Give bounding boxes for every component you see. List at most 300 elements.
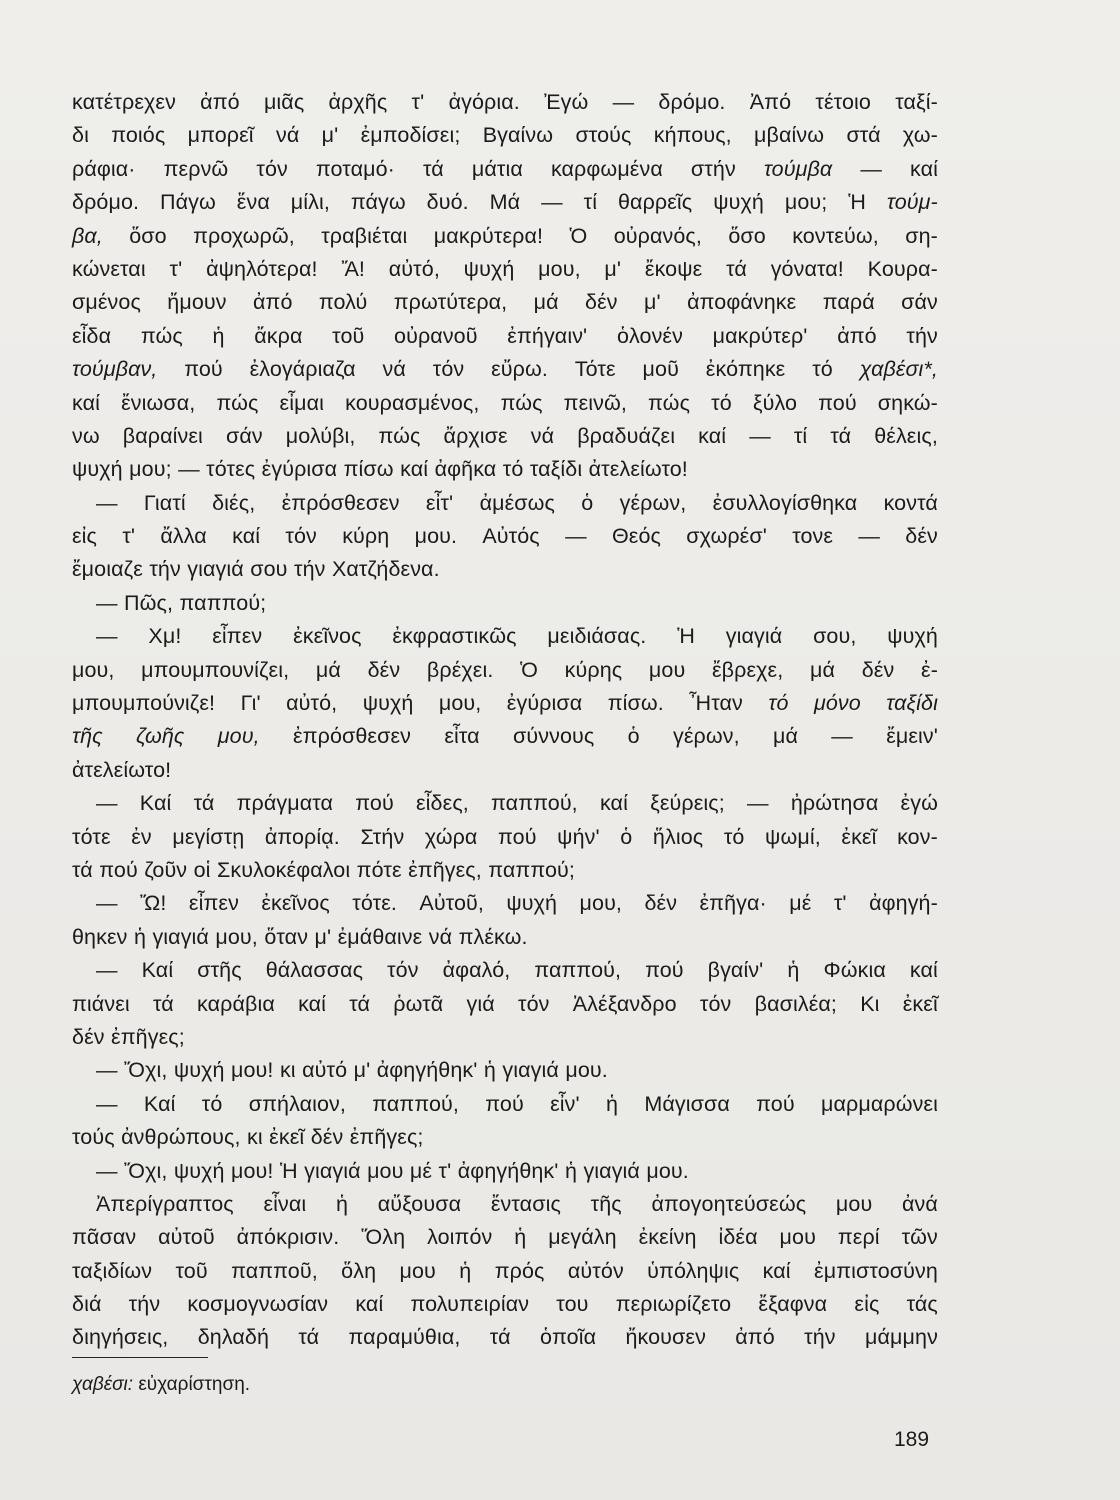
- word: τί: [793, 423, 808, 448]
- word: πώς: [500, 390, 543, 415]
- word: μπουμπούνιζε!: [72, 691, 216, 716]
- word: ἐπρόσθεσεν: [281, 490, 400, 515]
- word: μου,: [438, 691, 482, 716]
- word: εἶπεν: [212, 624, 263, 649]
- word: τήν: [906, 323, 938, 348]
- word: δέν: [585, 290, 618, 315]
- text-line: [72, 1321, 938, 1354]
- word: τά: [298, 1325, 320, 1350]
- word: νω: [72, 423, 100, 448]
- word: γέρων,: [672, 724, 740, 749]
- word: μου.: [646, 1158, 689, 1183]
- word: μ': [353, 1058, 371, 1083]
- word: τότε.: [352, 891, 397, 916]
- word: ἀφηγήθηκ': [376, 1058, 478, 1083]
- word: μου!: [231, 1058, 274, 1083]
- word: ἐπρόσθεσεν: [293, 724, 412, 749]
- word: Ὄχι,: [124, 1158, 168, 1183]
- word: ταξίδι: [529, 457, 583, 482]
- word: ἡ: [606, 1091, 619, 1116]
- word: τ': [833, 891, 847, 916]
- word: γόνατα!: [770, 256, 844, 281]
- word: Καί: [141, 958, 174, 983]
- word: Σκυλοκέφαλοι: [216, 857, 351, 882]
- word: νά: [275, 123, 300, 148]
- text-line: [72, 854, 938, 887]
- word: μάτια: [471, 156, 523, 181]
- word: ξύλο: [752, 390, 798, 415]
- word: τά: [193, 791, 215, 816]
- word: παππού,: [491, 791, 578, 816]
- word: ἀρχῆς: [328, 90, 388, 114]
- word: γιαγιά: [152, 924, 209, 949]
- word: Ἄ!: [341, 256, 366, 281]
- word: μου,: [538, 256, 581, 281]
- word: Αὐτοῦ,: [419, 891, 484, 916]
- word: πού: [498, 824, 537, 849]
- word: —: [749, 423, 771, 448]
- word: καρφωμένα: [550, 156, 663, 181]
- word: παππού,: [372, 1091, 459, 1116]
- word: Μά: [489, 190, 521, 215]
- footnote: [72, 1374, 250, 1396]
- word: σάν: [901, 290, 938, 315]
- word: κουρασμένος,: [345, 390, 480, 415]
- text-line: [72, 387, 938, 420]
- word: τοῦ: [332, 323, 365, 348]
- word: πού: [184, 357, 223, 382]
- word: ἀπό: [735, 1325, 775, 1350]
- word: αὐτό,: [286, 691, 338, 716]
- word: κοντά: [883, 490, 938, 515]
- word: ἔβρεχε,: [712, 657, 784, 682]
- word: ἄρχισε: [443, 423, 508, 448]
- word: κατέτρεχεν: [72, 90, 176, 114]
- word: νά: [382, 357, 406, 382]
- word: μά: [810, 657, 836, 682]
- word: μου.: [414, 524, 458, 549]
- text-line: [72, 821, 938, 854]
- word: βρέχει.: [426, 657, 494, 682]
- word: ἐκεῖ: [841, 824, 877, 849]
- word: —: [831, 724, 853, 749]
- word: ἡ: [212, 323, 225, 348]
- word: Ὁ: [520, 657, 538, 682]
- word: οἱ: [193, 857, 211, 882]
- word: σου,: [813, 624, 857, 649]
- text-line: [72, 1188, 938, 1221]
- word: ἀμέσως: [479, 490, 555, 515]
- word: ἀνθρώπους,: [121, 1125, 241, 1150]
- word: οὐρανοῦ: [394, 323, 478, 348]
- word: τήν: [149, 557, 181, 582]
- text-line: [72, 921, 938, 954]
- word: τόν: [432, 357, 465, 382]
- word: —: [612, 90, 635, 114]
- text-line: [72, 353, 938, 386]
- word: Στήν: [360, 824, 405, 849]
- word: ἐκείνη: [638, 1225, 697, 1250]
- word: πρός: [494, 1258, 545, 1283]
- word: πώς: [378, 423, 421, 448]
- word: χώρα: [424, 824, 478, 849]
- word: —: [541, 190, 563, 215]
- word: γέρων,: [619, 490, 687, 515]
- word: ἄκρα: [254, 323, 303, 348]
- word: βαραίνει: [122, 423, 203, 448]
- word: μου: [399, 1258, 436, 1283]
- word: ἡ: [133, 924, 146, 949]
- word: Ἀπερίγραπτος: [96, 1191, 234, 1216]
- word: ἐμποδίσει;: [360, 123, 461, 148]
- text-line: [72, 654, 938, 687]
- word: κήπους,: [653, 123, 732, 148]
- word: πεινῶ,: [563, 390, 627, 415]
- word: ση-: [905, 223, 938, 248]
- word: Ἀλέξανδρο: [572, 991, 677, 1016]
- word: λοιπόν: [427, 1225, 493, 1250]
- word: κύρης: [564, 657, 623, 682]
- word: τά: [726, 256, 747, 281]
- word: τό: [201, 1091, 223, 1116]
- word: ἔκοψε: [644, 256, 703, 281]
- word: ράφια·: [72, 156, 136, 181]
- word: ψυχή: [713, 190, 764, 215]
- word: πώς: [648, 390, 691, 415]
- word: πού: [485, 1091, 524, 1116]
- word: τότε: [72, 824, 111, 849]
- word: καί: [910, 156, 938, 181]
- word: —: [747, 791, 769, 816]
- word: βα,: [72, 223, 103, 248]
- word: περνῶ: [163, 156, 229, 181]
- word: Ἡ: [677, 624, 695, 649]
- word: ὑπόληψις: [647, 1258, 740, 1283]
- word: ἀπό: [252, 290, 293, 315]
- word: μπουμπουνίζει,: [141, 657, 290, 682]
- word: αὐτό: [302, 1058, 348, 1083]
- word: ὁ: [581, 490, 594, 515]
- text-line: [72, 420, 938, 453]
- word: τόν: [699, 991, 732, 1016]
- word: προχωρῶ,: [193, 223, 295, 248]
- text-line: [72, 487, 938, 520]
- word: Τότε: [574, 357, 616, 382]
- word: σχωρέσ': [686, 524, 767, 549]
- word: ἡ: [787, 958, 800, 983]
- word: πάγω: [350, 190, 406, 215]
- word: Γι': [240, 691, 261, 716]
- word: μέ: [789, 891, 812, 916]
- word: καί: [298, 991, 327, 1016]
- word: αὐτόν: [567, 1258, 624, 1283]
- text-line: [72, 620, 938, 653]
- word: τά: [489, 1325, 511, 1350]
- text-line: [72, 119, 938, 152]
- text-line: [72, 1054, 938, 1087]
- word: Ὁ: [569, 223, 588, 248]
- word: μέ: [409, 1158, 433, 1183]
- word: τ': [438, 1158, 452, 1183]
- word: εἶδα: [72, 323, 112, 348]
- word: ταξιδίων: [72, 1258, 153, 1283]
- word: τά: [152, 991, 174, 1016]
- word: Πάγω: [159, 190, 216, 215]
- word: μακρύτερ': [712, 323, 808, 348]
- word: μακρύτερα!: [433, 223, 544, 248]
- word: ἡ: [459, 1258, 472, 1283]
- word: —: [96, 791, 118, 816]
- word: ζοῦν: [144, 857, 188, 882]
- word: πού: [99, 857, 138, 882]
- word: παππού;: [488, 857, 575, 882]
- word: μ': [604, 256, 622, 281]
- word: ποιός: [111, 123, 166, 148]
- word: ψήν': [557, 824, 600, 849]
- word: Θεός: [611, 524, 661, 549]
- word: θηκεν: [72, 924, 128, 949]
- word: πότε: [356, 857, 402, 882]
- word: μειδιάσας.: [547, 624, 647, 649]
- word: Κουρα-: [867, 256, 938, 281]
- word: ἐπῆγες;: [111, 1024, 185, 1049]
- word: ἡ: [483, 1058, 496, 1083]
- word: ἔνιωσα,: [121, 390, 196, 415]
- word: ἡ: [564, 1158, 577, 1183]
- word: τάς: [906, 1292, 938, 1317]
- word: βασιλέα;: [754, 991, 838, 1016]
- word: ἔξαφνα: [758, 1292, 828, 1317]
- word: ὁ: [627, 724, 640, 749]
- word: μου.: [565, 1058, 608, 1083]
- text-line: [72, 286, 938, 319]
- word: εἶτα: [444, 724, 480, 749]
- word: τότες: [206, 457, 256, 482]
- word: τήν: [293, 557, 326, 582]
- word: —: [565, 524, 587, 549]
- word: ἀπό: [200, 90, 240, 114]
- text-line: [72, 754, 938, 787]
- word: μαρμαρώνει: [821, 1091, 938, 1116]
- word: ἤκουσεν: [625, 1325, 706, 1350]
- word: μολύβι,: [285, 423, 356, 448]
- footnote-rule: [72, 1357, 208, 1358]
- word: δέν: [367, 657, 401, 682]
- word: πού: [355, 791, 394, 816]
- word: καράβια: [197, 991, 275, 1016]
- word: χω-: [902, 123, 938, 148]
- word: τά: [72, 857, 93, 882]
- word: ἀπό: [837, 323, 877, 348]
- word: —: [96, 490, 118, 515]
- word: ἐκεῖ: [269, 1125, 305, 1150]
- word: διές,: [212, 490, 256, 515]
- word: τήν: [128, 1292, 161, 1317]
- word: πού: [818, 390, 857, 415]
- word: τούμβα: [763, 156, 833, 181]
- word: μιᾶς: [263, 90, 305, 114]
- word: μου: [648, 657, 686, 682]
- word: δέν: [310, 1125, 344, 1150]
- word: ἡ: [335, 1191, 349, 1216]
- word: του: [556, 1292, 589, 1317]
- word: μάμμην: [865, 1325, 938, 1350]
- word: πλέκω.: [458, 924, 528, 949]
- word: τῆς: [72, 724, 103, 749]
- word: ἐμπιστοσύνη: [814, 1258, 938, 1283]
- word: καί: [762, 1258, 791, 1283]
- word: βγαίν': [707, 958, 764, 983]
- word: ἀφαλό,: [442, 958, 511, 983]
- word: μεγάλη: [548, 1225, 617, 1250]
- word: τραβιέται: [321, 223, 408, 248]
- word: ἔμοιαζε: [72, 557, 143, 582]
- word: ψυχή: [173, 1158, 225, 1183]
- word: κώνεται: [72, 256, 146, 281]
- word: ὁλονέν: [616, 323, 683, 348]
- text-line: [72, 220, 938, 253]
- word: ἕνα: [236, 190, 270, 215]
- word: στήν: [690, 156, 736, 181]
- text-line: [72, 153, 938, 186]
- word: ἐγώ: [900, 791, 938, 816]
- word: πίσω: [343, 457, 394, 482]
- word: σπήλαιον,: [248, 1091, 346, 1116]
- word: Ὤ!: [140, 891, 167, 916]
- word: Ἡ: [848, 190, 866, 215]
- word: ψυχή: [173, 1058, 225, 1083]
- word: Γιατί: [143, 490, 186, 515]
- word: ἠρώτησα: [790, 791, 879, 816]
- word: ἀπογοητεύσεώς: [651, 1191, 807, 1216]
- word: δυό.: [426, 190, 469, 215]
- word: τ': [122, 524, 136, 549]
- word: ψωμί,: [765, 824, 821, 849]
- word: Μάγισσα: [644, 1091, 730, 1116]
- word: κι: [279, 1058, 296, 1083]
- word: ὅταν: [264, 924, 309, 949]
- word: δέν: [72, 1024, 105, 1049]
- word: παππού,: [534, 958, 622, 983]
- word: ξεύρεις;: [650, 791, 725, 816]
- word: πού: [645, 958, 684, 983]
- word: παραμύθια,: [348, 1325, 461, 1350]
- word: μου: [835, 1191, 873, 1216]
- word: θέλεις,: [874, 423, 938, 448]
- text-line: [72, 1221, 938, 1254]
- text-line: [72, 86, 938, 119]
- text-line: [72, 1288, 938, 1321]
- word: ἀψηλότερα!: [206, 256, 318, 281]
- footnote-definition: εὐχαρίστηση.: [138, 1374, 251, 1395]
- text-line: [72, 1021, 938, 1054]
- word: ὅλη: [341, 1258, 377, 1283]
- footnote-term: χαβέσι:: [72, 1374, 134, 1395]
- word: τόν: [387, 958, 419, 983]
- word: ποταμό·: [315, 156, 395, 181]
- word: πράγματα: [236, 791, 334, 816]
- word: πίσω.: [607, 691, 664, 716]
- word: τονε: [792, 524, 834, 549]
- word: Αὐτός: [482, 524, 540, 549]
- word: εὔρω.: [491, 357, 548, 382]
- text-line: [72, 587, 938, 620]
- word: τ': [411, 90, 425, 114]
- word: στά: [846, 123, 881, 148]
- word: παρά: [822, 290, 875, 315]
- word: ἐν: [131, 824, 152, 849]
- word: Πῶς,: [124, 590, 174, 615]
- word: μεγίστῃ: [172, 824, 245, 849]
- text-line: [72, 186, 938, 219]
- text-line: [72, 553, 938, 586]
- word: ἐμάθαινε: [337, 924, 423, 949]
- word: παπποῦ,: [231, 1258, 318, 1283]
- word: ἰδέα: [718, 1225, 758, 1250]
- word: ὅσο: [129, 223, 167, 248]
- word: ἀπορίᾳ.: [264, 824, 340, 849]
- word: Χατζήδενα.: [331, 557, 440, 582]
- word: καί: [909, 958, 938, 983]
- word: περί: [837, 1225, 880, 1250]
- word: —: [96, 624, 118, 649]
- word: ἔμειν': [886, 724, 938, 749]
- word: μου;: [784, 190, 828, 215]
- word: στούς: [575, 123, 632, 148]
- word: σηκώ-: [877, 390, 938, 415]
- word: καί: [72, 390, 100, 415]
- word: μου,: [217, 724, 260, 749]
- word: Ὅλη: [361, 1225, 406, 1250]
- word: τί: [583, 190, 598, 215]
- word: εἰς: [72, 524, 98, 549]
- word: κοσμογνωσίαν: [187, 1292, 329, 1317]
- word: μου: [367, 1158, 404, 1183]
- word: ἐκόπηκε: [705, 357, 786, 382]
- word: πώς: [140, 323, 183, 348]
- word: —: [96, 1058, 118, 1083]
- text-line: [72, 887, 938, 920]
- word: Ὄχι,: [124, 1058, 168, 1083]
- word: κι: [246, 1125, 263, 1150]
- word: ἔντασις: [490, 1191, 561, 1216]
- word: νά: [530, 423, 555, 448]
- word: εἶμαι: [279, 390, 325, 415]
- word: εἶτ': [425, 490, 454, 515]
- word: ἤμουν: [167, 290, 227, 315]
- word: μά: [533, 290, 559, 315]
- word: μβαίνω: [754, 123, 825, 148]
- word: μου!: [231, 1158, 274, 1183]
- word: ψυχή: [463, 256, 515, 281]
- word: ῥωτᾶ: [393, 991, 444, 1016]
- word: ἐπῆγες,: [408, 857, 482, 882]
- word: ἀγόρια.: [448, 90, 520, 114]
- word: τῶν: [901, 1225, 938, 1250]
- word: δέν: [905, 524, 938, 549]
- word: μου;: [129, 457, 172, 482]
- word: ψυχή: [506, 891, 558, 916]
- word: περιωρίζετο: [615, 1292, 732, 1317]
- word: ἐκφραστικῶς: [392, 624, 517, 649]
- word: τέτοιο: [815, 90, 871, 114]
- text-line: [72, 1088, 938, 1121]
- word: ἀνά: [902, 1191, 938, 1216]
- word: ψυχή: [72, 457, 123, 482]
- word: ἀπόκρισιν.: [236, 1225, 340, 1250]
- word: —: [96, 891, 118, 916]
- word: ὁποῖα: [539, 1325, 597, 1350]
